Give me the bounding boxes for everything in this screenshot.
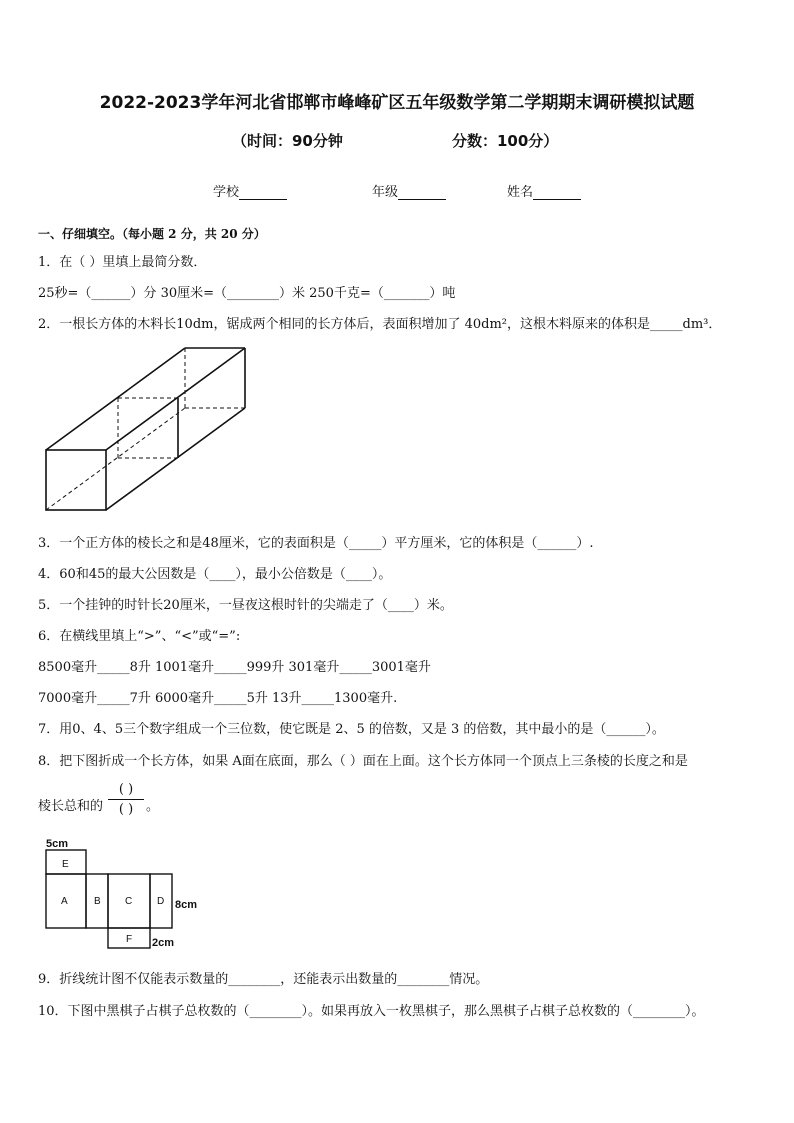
face-a-label: A [61,896,68,907]
fraction-numerator: ( ) [118,782,134,797]
question-4: 4．60和45的最大公因数是（____），最小公倍数是（____）。 [38,567,392,582]
face-f-label: F [126,934,133,945]
question-1: 1．在（ ）里填上最简分数． [38,255,207,270]
question-3: 3．一个正方体的棱长之和是48厘米，它的表面积是（_____）平方厘米，它的体积是（______）. [38,536,594,551]
question-7: 7．用0、4、5三个数字组成一个三位数，使它既是 2、5 的倍数，又是 3 的倍数，其中最小的是（______）。 [38,722,665,737]
face-c-label: C [125,896,133,907]
name-label: 姓名 [507,185,534,200]
section-heading: 一、仔细填空。（每小题 2 分，共 20 分） [38,227,266,241]
name-blank [533,185,581,200]
face-d-label: D [157,896,165,907]
question-6-line-2: 7000毫升_____7升 6000毫升_____5升 13升_____1300毫升. [38,691,398,706]
question-8-end: 。 [146,799,160,814]
name-field [507,181,581,200]
cuboid-figure [40,340,255,515]
school-label: 学校 [213,185,240,200]
grade-blank [398,185,446,200]
question-8: 8．把下图折成一个长方体，如果 A面在底面，那么（ ）面在上面。这个长方体同一个顶点上三条棱的长度之和是 [38,754,688,769]
grade-label: 年级 [372,185,399,200]
question-8-fraction [108,782,144,817]
exam-score: 分数：100分） [452,132,559,150]
page-title: 2022-2023学年河北省邯郸市峰峰矿区五年级数学第二学期期末调研模拟试题 [99,93,695,113]
question-10: 10．下图中黑棋子占棋子总枚数的（________）。如果再放入一枚黑棋子，那么黑棋子占棋子总枚数的（________）。 [38,1004,705,1019]
face-e-label: E [62,859,69,870]
question-1-blanks: 25秒=（______）分 30厘米=（________）米 250千克=（_______）吨 [38,286,456,301]
cuboid-net-figure [40,838,220,953]
face-b-label: B [94,896,101,907]
question-9: 9．折线统计图不仅能表示数量的________，还能表示出数量的________情况。 [38,972,489,987]
question-6-line-1: 8500毫升_____8升 1001毫升_____999升 301毫升_____3001毫升 [38,660,431,675]
school-field [213,181,287,200]
question-6: 6．在横线里填上“>”、“<”或“=”: [38,629,241,644]
net-label-8cm: 8cm [175,899,198,911]
net-label-2cm: 2cm [152,937,175,949]
grade-field [372,181,446,200]
question-8-continued: 棱长总和的 [38,799,104,814]
exam-time: （时间：90分钟 [232,132,343,150]
question-2: 2．一根长方体的木料长10dm，锯成两个相同的长方体后，表面积增加了 40dm²，这根木料原来的体积是_____dm³． [38,317,722,332]
fraction-denominator: ( ) [118,802,134,817]
question-5: 5．一个挂钟的时针长20厘米，一昼夜这根时针的尖端走了（____）米。 [38,598,453,613]
net-label-5cm: 5cm [46,838,69,850]
fraction-bar [108,799,144,800]
school-blank [239,185,287,200]
